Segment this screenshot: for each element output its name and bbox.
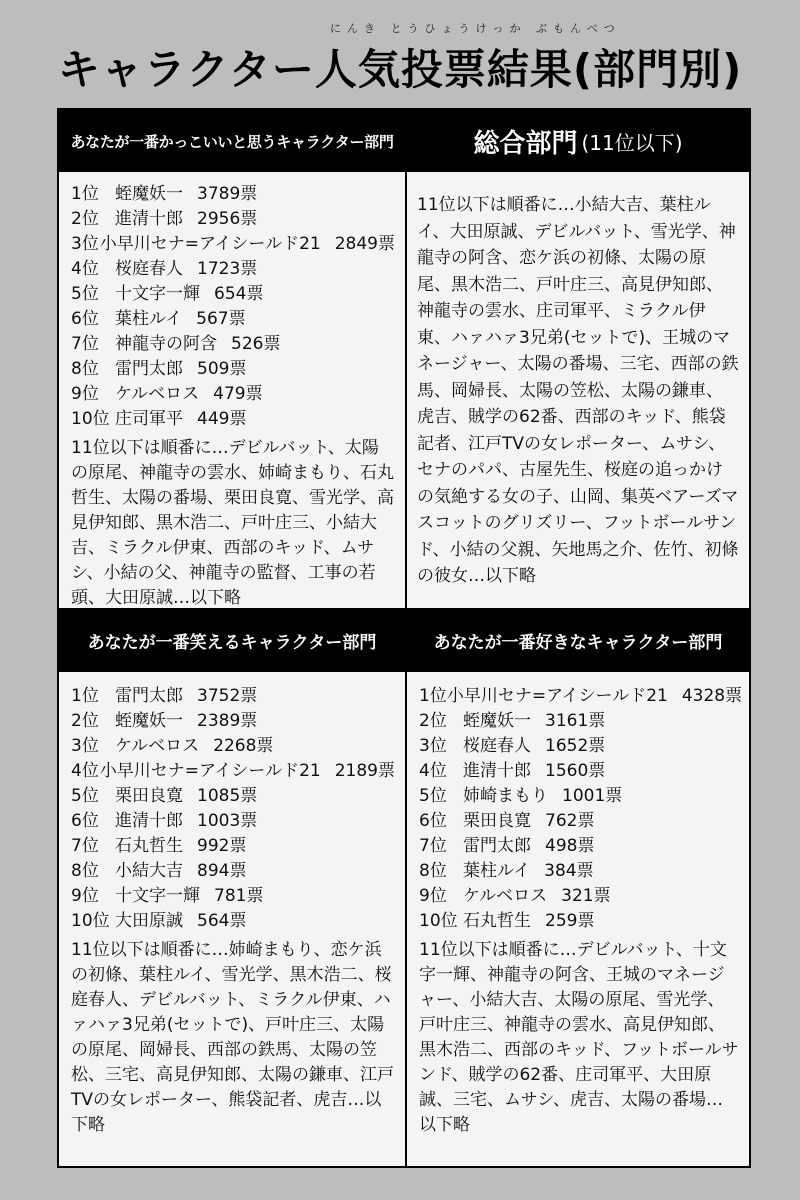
vote-count: 1003票: [197, 811, 258, 831]
rank-row: [71, 859, 395, 884]
vote-count: 567票: [196, 309, 246, 329]
rank-number: 6位: [419, 811, 447, 831]
character-name: ケルベロス: [463, 886, 548, 906]
character-name: 庄司軍平: [115, 409, 183, 429]
character-name: 進清十郎: [463, 761, 531, 781]
rank-row: [71, 809, 395, 834]
character-name: 雷門太郎: [115, 686, 183, 706]
vote-count: 654票: [214, 284, 264, 304]
vote-count: 2389票: [197, 711, 258, 731]
rank-number: 1位: [71, 686, 99, 706]
rank-number: 4位: [71, 259, 99, 279]
rank-row: [71, 734, 395, 759]
rank-row: [71, 207, 395, 232]
panel-cool-body: [59, 172, 405, 608]
rank-number: 4位: [71, 761, 99, 781]
rank-row: [419, 784, 739, 809]
panel-cool: [59, 110, 405, 608]
rank-row: [71, 232, 395, 257]
character-name: 小早川セナ=アイシールド21: [99, 234, 321, 254]
vote-count: 762票: [545, 811, 595, 831]
rank-row: [419, 809, 739, 834]
character-name: 神龍寺の阿含: [115, 334, 217, 354]
others-cool: 11位以下は順番に…デビルバット、太陽の原尾、神龍寺の雲水、姉崎まもり、石丸哲生、太陽の番場、栗田良寛、雪光学、高見伊知郎、黒木浩二、戸叶庄三、小結大吉、ミラクル伊東、西部のキッド、ムサシ、小結の父、神龍寺の監督、工事の若頭、大田原誠…以下略: [71, 438, 394, 608]
rank-row: [419, 909, 739, 934]
panel-favorite: [407, 608, 749, 1166]
rank-number: 2位: [419, 711, 447, 731]
rank-number: 1位: [419, 686, 447, 706]
rank-row: [71, 784, 395, 809]
results-board: [57, 108, 751, 1168]
character-name: 小早川セナ=アイシールド21: [99, 761, 321, 781]
vote-count: 1560票: [545, 761, 606, 781]
vote-count: 564票: [197, 911, 247, 931]
panel-funny-body: [59, 672, 405, 1138]
vote-count: 1723票: [197, 259, 258, 279]
vote-count: 259票: [545, 911, 595, 931]
vote-count: 384票: [544, 861, 594, 881]
vote-count: 2849票: [334, 234, 395, 254]
rank-number: 9位: [419, 886, 447, 906]
rank-row: [71, 282, 395, 307]
character-name: 小結大吉: [115, 861, 183, 881]
rank-number: 3位: [71, 736, 99, 756]
vote-count: 449票: [197, 409, 247, 429]
character-name: 進清十郎: [115, 811, 183, 831]
vote-count: 894票: [197, 861, 247, 881]
rank-number: 4位: [419, 761, 447, 781]
rank-number: 7位: [71, 836, 99, 856]
vote-count: 1652票: [545, 736, 606, 756]
panel-overall-header: [407, 110, 749, 172]
vote-count: 1001票: [562, 786, 623, 806]
rank-row: [71, 834, 395, 859]
character-name: 蛭魔妖一: [115, 184, 183, 204]
vote-count: 509票: [197, 359, 247, 379]
vote-count: 3752票: [197, 686, 258, 706]
character-name: 葉柱ルイ: [115, 309, 183, 329]
character-name: 雷門太郎: [115, 359, 183, 379]
title-ruby: にんき とうひょうけっか ぶもんべつ: [330, 22, 621, 35]
page-title: キャラクター人気投票結果(部門別): [57, 45, 743, 94]
rank-number: 3位: [71, 234, 99, 254]
rank-row: [71, 257, 395, 282]
vote-count: 4328票: [681, 686, 743, 706]
panel-overall-body: [407, 172, 749, 590]
rank-row: [71, 407, 395, 432]
rank-row: [71, 759, 395, 784]
character-name: 姉崎まもり: [463, 786, 548, 806]
rank-row: [419, 759, 739, 784]
vote-count: 2189票: [334, 761, 395, 781]
panel-overall-title: 総合部門: [473, 128, 578, 159]
rank-number: 3位: [419, 736, 447, 756]
panel-favorite-header: あなたが一番好きなキャラクター部門: [407, 608, 749, 672]
rank-number: 7位: [71, 334, 99, 354]
panel-cool-header: あなたが一番かっこいいと思うキャラクター部門: [59, 110, 405, 172]
others-funny: 11位以下は順番に…姉崎まもり、恋ケ浜の初條、葉柱ルイ、雪光学、黒木浩二、桜庭春人、デビルバット、ミラクル伊東、ハァハァ3兄弟(セットで)、戸叶庄三、太陽の原尾、岡婦長、西部の鉄馬、太陽の笠松、三宅、高見伊知郎、太陽の鎌車、江戸TVの女レポーター、熊袋記者、虎吉…以下略: [71, 940, 394, 1135]
rank-number: 2位: [71, 711, 99, 731]
character-name: 蛭魔妖一: [463, 711, 531, 731]
character-name: 進清十郎: [115, 209, 183, 229]
rank-number: 9位: [71, 384, 99, 404]
rank-row: [419, 734, 739, 759]
panel-favorite-body: [407, 672, 749, 1138]
vote-count: 3161票: [545, 711, 606, 731]
rank-row: [71, 884, 395, 909]
rank-row: [71, 357, 395, 382]
rank-number: 10位: [71, 911, 110, 931]
vote-count: 3789票: [197, 184, 258, 204]
rank-number: 7位: [419, 836, 447, 856]
panel-funny-header: あなたが一番笑えるキャラクター部門: [59, 608, 405, 672]
rank-number: 5位: [71, 786, 99, 806]
rank-row: [419, 684, 743, 709]
character-name: 小早川セナ=アイシールド21: [446, 686, 668, 706]
rank-number: 10位: [419, 911, 458, 931]
rank-row: [419, 834, 739, 859]
others-favorite: 11位以下は順番に…デビルバット、十文字一輝、神龍寺の阿含、王城のマネージャー、小結大吉、太陽の原尾、雪光学、戸叶庄三、神龍寺の雲水、高見伊知郎、黒木浩二、西部のキッド、フットボールサンド、賊学の62番、庄司軍平、大田原誠、三宅、ムサシ、虎吉、太陽の番場…以下略: [419, 940, 739, 1135]
vote-count: 479票: [213, 384, 263, 404]
character-name: 十文字一輝: [115, 886, 200, 906]
rank-number: 5位: [71, 284, 99, 304]
rank-row: [71, 332, 395, 357]
rank-number: 2位: [71, 209, 99, 229]
rank-row: [71, 709, 395, 734]
panel-overall-subtitle: (11位以下): [581, 130, 683, 155]
rank-number: 6位: [71, 811, 99, 831]
character-name: 栗田良寛: [115, 786, 183, 806]
rank-row: [71, 382, 395, 407]
character-name: 十文字一輝: [115, 284, 200, 304]
vote-count: 2956票: [197, 209, 258, 229]
character-name: 葉柱ルイ: [463, 861, 531, 881]
character-name: 石丸哲生: [463, 911, 531, 931]
character-name: 雷門太郎: [463, 836, 531, 856]
vote-count: 781票: [214, 886, 264, 906]
character-name: 栗田良寛: [463, 811, 531, 831]
rank-number: 10位: [71, 409, 110, 429]
vote-count: 2268票: [213, 736, 274, 756]
vote-count: 321票: [561, 886, 611, 906]
ranking-list-cool: [71, 182, 395, 432]
ranking-list-favorite: [419, 684, 743, 934]
rank-number: 1位: [71, 184, 99, 204]
vote-count: 992票: [197, 836, 247, 856]
ranking-list-funny: [71, 684, 395, 934]
rank-number: 8位: [71, 861, 99, 881]
rank-row: [71, 684, 395, 709]
rank-number: 8位: [419, 861, 447, 881]
vote-count: 1085票: [197, 786, 258, 806]
rank-row: [71, 182, 395, 207]
character-name: ケルベロス: [115, 384, 200, 404]
rank-row: [419, 859, 739, 884]
rank-row: [71, 909, 395, 934]
character-name: 桜庭春人: [115, 259, 183, 279]
overall-text: 11位以下は順番に…小結大吉、葉柱ルイ、大田原誠、デビルバット、雪光学、神龍寺の阿含、恋ケ浜の初條、太陽の原尾、黒木浩二、戸叶庄三、高見伊知郎、神龍寺の雲水、庄司軍平、ミラクル伊東、ハァハァ3兄弟(セットで)、王城のマネージャー、太陽の番場、三宅、西部の鉄馬、岡婦長、太陽の笠松、太陽の鎌車、虎吉、賊学の62番、西部のキッド、熊袋記者、江戸TVの女レポーター、ムサシ、セナのパパ、古屋先生、桜庭の追っかけの気絶する女の子、山岡、集英ベアーズマスコットのグリズリー、フットボールサンド、小結の父親、矢地馬之介、佐竹、初條の彼女…以下略: [417, 195, 739, 586]
rank-row: [419, 709, 739, 734]
panel-funny: [59, 608, 405, 1166]
character-name: 桜庭春人: [463, 736, 531, 756]
rank-number: 5位: [419, 786, 447, 806]
rank-number: 9位: [71, 886, 99, 906]
character-name: 蛭魔妖一: [115, 711, 183, 731]
vote-count: 526票: [231, 334, 281, 354]
rank-row: [419, 884, 739, 909]
rank-number: 8位: [71, 359, 99, 379]
rank-number: 6位: [71, 309, 99, 329]
rank-row: [71, 307, 395, 332]
character-name: 石丸哲生: [115, 836, 183, 856]
character-name: ケルベロス: [115, 736, 200, 756]
vote-count: 498票: [545, 836, 595, 856]
panel-overall: [407, 110, 749, 608]
character-name: 大田原誠: [115, 911, 183, 931]
